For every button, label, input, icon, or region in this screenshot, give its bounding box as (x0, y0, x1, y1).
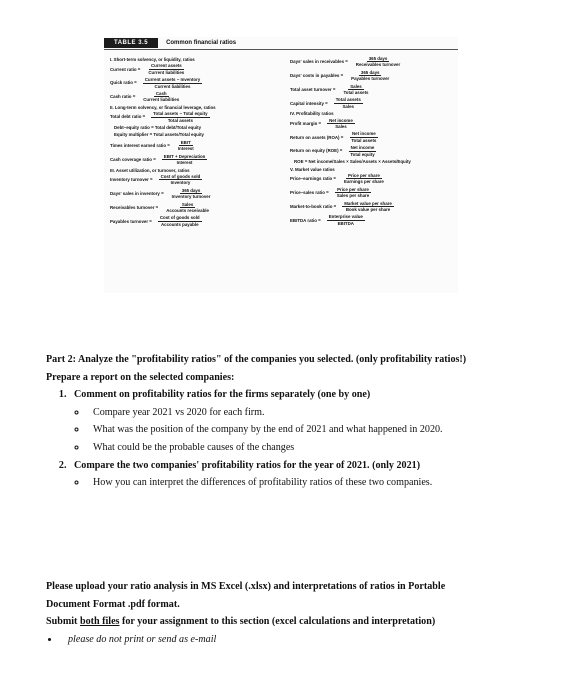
upload-line-2: Document Format .pdf format. (46, 598, 180, 610)
table-label: TABLE 3.5 (104, 38, 158, 48)
ratio-label: Market-to-book ratio = (290, 203, 337, 209)
ratio-row (290, 56, 454, 68)
ratio-fraction (349, 131, 378, 143)
ratio-row (290, 84, 454, 96)
ratio-formula-row (290, 159, 454, 164)
ratio-section-heading: I. Short-term solvency, or liquidity, ratios (110, 57, 195, 62)
ratio-label: Return on assets (ROA) = (290, 134, 344, 140)
ratio-denominator: Inventory turnover (171, 194, 211, 200)
question-1-text: Comment on profitability ratios for the firms separately (one by one) (74, 389, 371, 401)
question-1-bullets (74, 404, 561, 457)
ratio-fraction (159, 174, 203, 186)
ratio-numerator: Cost of goods sold (159, 215, 200, 221)
question-2-text: Compare the two companies' profitability ratios for the year of 2021. (only 2021) (74, 459, 421, 471)
ratio-section-heading: V. Market value ratios (290, 166, 335, 172)
ratio-fraction (162, 154, 208, 166)
ratio-row (290, 70, 454, 82)
ratio-formula-row (110, 132, 282, 137)
ratio-row (110, 111, 282, 123)
ratio-denominator: Total assets (351, 137, 377, 143)
ratio-denominator: Receivables turnover (355, 62, 401, 68)
question-2-bullets (74, 474, 561, 492)
table-rule (104, 49, 458, 50)
question-2-bullet: ◦ How you can interpret the differences of profitability ratios of these two companies. (87, 474, 561, 492)
ratio-numerator: Current assets (150, 63, 182, 69)
submission-note: • please do not print or send as e-mail (60, 631, 561, 649)
ratio-label: Total asset turnover = (290, 86, 336, 92)
ratio-numerator: 365 days (368, 56, 388, 61)
ratio-label: EBITDA ratio = (290, 217, 321, 223)
question-1-bullet: ◦ What was the position of the company by the end of 2021 and what happened in 2020. (87, 421, 561, 439)
question-2 (69, 457, 561, 492)
ratio-fraction (164, 202, 211, 214)
submit-both-files: both files (79, 616, 120, 628)
ratio-denominator: Accounts payable (160, 221, 199, 227)
ratio-numerator: Net income (352, 131, 376, 137)
ratio-numerator: Cash (155, 91, 167, 97)
question-list (46, 386, 561, 492)
ratio-denominator: Current liabilities (154, 83, 191, 89)
ratio-denominator: Inventory (170, 180, 191, 186)
ratio-label: Inventory turnover = (110, 177, 153, 183)
ratio-numerator: 365 days (181, 187, 201, 193)
ratio-numerator: Enterprise value (328, 214, 363, 220)
ratio-numerator: Current assets − Inventory (144, 77, 201, 83)
question-1-bullet: ◦ Compare year 2021 vs 2020 for each firm. (87, 404, 561, 422)
ratio-fraction (176, 140, 196, 152)
ratio-numerator: EBIT + Depreciation (163, 153, 206, 159)
table-caption: Common financial ratios (166, 40, 237, 46)
ratio-denominator: Current liabilities (148, 69, 185, 75)
ratio-row (110, 188, 282, 200)
ratio-row (290, 97, 454, 109)
part2-subtitle: Prepare a report on the selected companies: (46, 371, 235, 383)
part2-title: Part 2: Analyze the "profitability ratios" of the companies you selected. (only profitability ratios!) (46, 354, 467, 365)
ratio-denominator: Interest (176, 160, 193, 166)
ratio-fraction (354, 56, 402, 68)
ratio-label: Payables turnover = (110, 218, 152, 224)
ratio-denominator: Accounts receivable (166, 207, 209, 213)
upload-line-1: Please upload your ratio analysis in MS Excel (.xlsx) and interpretations of ratios in Portable (46, 581, 446, 592)
ratio-label: Return on equity (ROE) = (290, 148, 343, 154)
ratio-row (110, 174, 282, 186)
ratio-denominator: Payables turnover (351, 76, 390, 82)
ratio-numerator: Market value per share (344, 200, 392, 206)
ratio-numerator: EBIT (180, 139, 191, 145)
ratio-label: Days' sales in receivables = (290, 59, 348, 65)
ratio-numerator: Price per share (348, 172, 380, 178)
ratio-numerator: 365 days (360, 69, 380, 75)
ratio-numerator: Cost of goods sold (160, 173, 201, 179)
ratio-row (110, 202, 282, 214)
ratio-label: Current ratio = (110, 66, 141, 72)
ratio-formula: ROE = Net income/Sales × Sales/Assets × Assets/Equity (294, 159, 411, 165)
ratio-denominator: Current liabilities (143, 97, 180, 103)
ratio-label: Receivables turnover = (110, 204, 159, 210)
ratio-numerator: Sales (181, 201, 194, 207)
ratio-row (290, 173, 454, 185)
ratio-formula: Equity multiplier = Total assets/Total equity (114, 132, 204, 138)
ratio-row (290, 118, 454, 130)
question-1 (69, 386, 561, 456)
ratio-row (110, 154, 282, 166)
ratio-numerator: Net income (350, 145, 375, 151)
ratio-fraction (146, 63, 186, 75)
ratio-fraction (342, 201, 394, 213)
ratio-label: Total debt ratio = (110, 114, 146, 120)
ratio-label: Times interest earned ratio = (110, 143, 170, 149)
ratio-row (290, 131, 454, 143)
ratio-fraction (143, 77, 203, 89)
ratio-label: Days' sales in inventory = (110, 190, 164, 196)
ratio-denominator: Book value per share (345, 206, 391, 212)
submit-prefix: Submit (46, 616, 80, 628)
ratio-fraction (327, 214, 365, 226)
question-1-bullet: ◦ What could be the probable causes of the changes (87, 439, 561, 457)
ratio-label: Cash coverage ratio = (110, 156, 156, 162)
ratio-fraction (341, 84, 370, 96)
submit-suffix: for your assignment to this section (excel calculations and interpretation) (119, 616, 436, 628)
ratio-section-heading: III. Asset utilization, or turnover, ratios (110, 167, 190, 173)
ratio-fraction (327, 118, 355, 130)
ratio-fraction (335, 187, 371, 199)
ratio-row (110, 63, 282, 75)
ratio-label: Cash ratio = (110, 94, 136, 100)
ratio-label: Capital intensity = (290, 100, 328, 106)
ratio-label: Profit margin = (290, 120, 322, 126)
ratio-formula-row (110, 125, 282, 130)
ratio-denominator: Interest (177, 146, 194, 152)
ratio-row (110, 77, 282, 89)
ratio-row (290, 214, 454, 226)
ratio-label: Price–sales ratio = (290, 189, 329, 195)
submission-instructions (46, 578, 561, 648)
ratio-label: Quick ratio = (110, 80, 137, 86)
table-left-column (110, 55, 282, 229)
ratio-row (110, 140, 282, 152)
ratio-fraction (349, 70, 391, 82)
part2-section (46, 351, 561, 492)
ratio-section-heading: IV. Profitability ratios (290, 111, 334, 117)
ratio-fraction (342, 173, 386, 185)
ratio-fraction (334, 97, 363, 109)
ratio-denominator: Total equity (350, 151, 375, 157)
note-list (46, 631, 561, 649)
ratio-numerator: Total assets − Total equity (153, 111, 208, 117)
ratio-row (290, 187, 454, 199)
ratio-label: Days' costs in payables = (290, 73, 344, 79)
ratio-numerator: Total assets (335, 97, 361, 103)
ratio-row (290, 201, 454, 213)
ratio-row (110, 215, 282, 227)
ratio-denominator: Total assets (167, 117, 193, 123)
ratio-denominator: EBITDA (337, 220, 354, 226)
table-header (104, 37, 236, 49)
ratio-fraction (158, 215, 202, 227)
ratio-label: Price–earnings ratio = (290, 176, 337, 182)
ratio-section-heading: II. Long-term solvency, or financial leverage, ratios (110, 104, 216, 110)
ratio-numerator: Sales (350, 83, 362, 89)
ratio-fraction (141, 91, 181, 103)
table-right-column (290, 55, 454, 228)
ratio-denominator: Sales per share (336, 193, 370, 199)
ratio-fraction (151, 111, 209, 123)
submit-line (46, 613, 561, 631)
ratio-denominator: Sales (342, 103, 354, 109)
ratio-denominator: Sales (335, 124, 347, 130)
ratio-numerator: Price per share (337, 186, 369, 192)
ratio-denominator: Earnings per share (344, 179, 384, 185)
ratio-formula: Debt–equity ratio = Total debt/Total equity (114, 125, 202, 131)
ratio-denominator: Total assets (343, 90, 369, 96)
ratios-table-image (104, 37, 458, 293)
ratio-numerator: Net income (329, 117, 353, 123)
ratio-fraction (170, 188, 213, 200)
ratio-fraction (348, 145, 376, 157)
ratio-row (290, 145, 454, 157)
ratio-row (110, 91, 282, 103)
